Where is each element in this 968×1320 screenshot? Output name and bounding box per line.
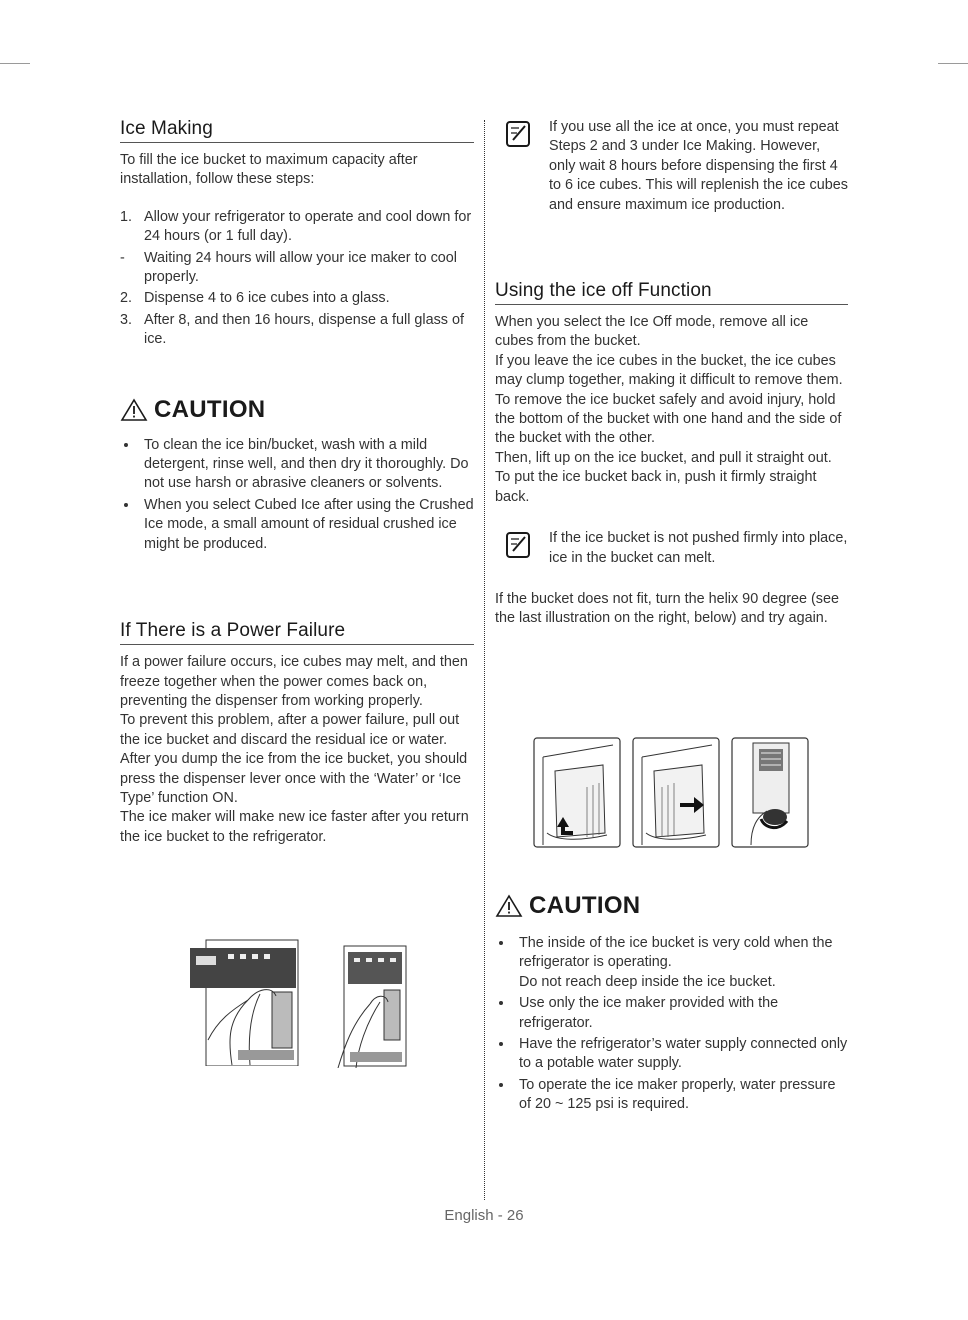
caution-title: CAUTION [154, 395, 266, 423]
step-marker: 1. [120, 208, 133, 225]
caution-item: To clean the ice bin/bucket, wash with a mild detergent, rinse well, and then dry it thoroughly. Do not use harsh or abrasive cleaners or solvents. [120, 436, 474, 494]
power-failure-body [120, 653, 474, 847]
power-failure-heading: If There is a Power Failure [120, 620, 474, 645]
ice-bucket-illustration-1 [533, 737, 621, 848]
ice-off-paragraph: To remove the ice bucket safely and avoid injury, hold the bottom of the bucket with one hand and the side of the bucket with the other. [495, 391, 842, 447]
step-item [120, 311, 474, 350]
step-marker: 3. [120, 311, 133, 328]
caution-list [495, 934, 848, 1115]
ice-off-paragraph: To put the ice bucket back in, push it firmly straight back. [495, 469, 817, 505]
ice-off-section [495, 280, 848, 507]
ice-off-paragraph: Then, lift up on the ice bucket, and pull it straight out. [495, 449, 832, 466]
caution-item: Use only the ice maker provided with the refrigerator. [495, 994, 848, 1033]
ice-making-intro: To fill the ice bucket to maximum capacity after installation, follow these steps: [120, 152, 418, 188]
note-text-2: If the ice bucket is not pushed firmly into place, ice in the bucket can melt. [549, 530, 848, 566]
note-text-1: If you use all the ice at once, you must repeat Steps 2 and 3 under Ice Making. However, only wait 8 hours before dispensing the first 4 to 6 ice cubes. This will replenish the ice cubes and ensure maximum ice production. [549, 119, 848, 213]
ice-off-paragraph: If you leave the ice cubes in the bucket, the ice cubes may clump together, making it difficult to remove them. [495, 352, 843, 389]
caution-item: To operate the ice maker properly, water pressure of 20 ~ 125 psi is required. [495, 1076, 848, 1115]
step-text: Waiting 24 hours will allow your ice maker to cool properly. [144, 249, 457, 286]
step-marker: - [120, 249, 125, 266]
ice-bucket-illustration-3 [731, 737, 809, 848]
note-box-2 [495, 529, 848, 568]
step-text: After 8, and then 16 hours, dispense a full glass of ice. [144, 311, 464, 348]
warning-triangle-icon [120, 398, 148, 422]
step-item [120, 249, 474, 288]
right-column [495, 118, 848, 629]
crop-mark-left [0, 63, 30, 64]
caution-title: CAUTION [529, 892, 641, 919]
ice-making-steps [120, 208, 474, 350]
step-text: Dispense 4 to 6 ice cubes into a glass. [144, 290, 390, 307]
step-text: Allow your refrigerator to operate and cool down for 24 hours (or 1 full day). [144, 208, 472, 245]
power-failure-paragraph: After you dump the ice from the ice bucket, you should press the dispenser lever once with the ‘Water’ or ‘Ice Type’ function ON. [120, 751, 468, 806]
caution-item: When you select Cubed Ice after using the Crushed Ice mode, a small amount of residual crushed ice might be produced. [120, 496, 474, 554]
note-icon [505, 120, 533, 148]
crop-mark-right [938, 63, 968, 64]
step-item [120, 289, 474, 308]
caution-item: Have the refrigerator’s water supply connected only to a potable water supply. [495, 1035, 848, 1074]
step-item [120, 208, 474, 247]
note-icon [505, 531, 533, 559]
ice-bucket-illustration-2 [632, 737, 720, 848]
ice-off-heading: Using the ice off Function [495, 280, 848, 305]
page-footer: English - 26 [444, 1207, 524, 1224]
dispenser-illustration-2 [330, 944, 408, 1068]
caution-section-right [495, 892, 848, 1117]
caution-list [120, 436, 474, 554]
caution-header [120, 396, 474, 424]
dispenser-illustration-1 [188, 930, 300, 1066]
caution-header [495, 892, 848, 920]
column-divider [484, 120, 485, 1200]
note-box-1 [495, 118, 848, 215]
warning-triangle-icon [495, 894, 523, 918]
power-failure-paragraph: To prevent this problem, after a power failure, pull out the ice bucket and discard the residual ice or water. [120, 712, 460, 748]
left-column [120, 118, 474, 847]
caution-item: The inside of the ice bucket is very cold when the refrigerator is operating. Do not reach deep inside the ice bucket. [495, 934, 848, 992]
power-failure-section [120, 620, 474, 847]
power-failure-paragraph: If a power failure occurs, ice cubes may melt, and then freeze together when the power comes back on, preventing the dispenser from working properly. [120, 654, 468, 709]
power-failure-paragraph: The ice maker will make new ice faster after you return the ice bucket to the refrigerator. [120, 809, 469, 845]
ice-off-paragraph: When you select the Ice Off mode, remove all ice cubes from the bucket. [495, 314, 809, 350]
ice-making-heading: Ice Making [120, 118, 474, 143]
ice-off-body [495, 313, 848, 507]
caution-section-left [120, 396, 474, 554]
ice-making-section [120, 118, 474, 350]
helix-text: If the bucket does not fit, turn the helix 90 degree (see the last illustration on the right, below) and try again. [495, 590, 839, 627]
step-marker: 2. [120, 290, 133, 307]
